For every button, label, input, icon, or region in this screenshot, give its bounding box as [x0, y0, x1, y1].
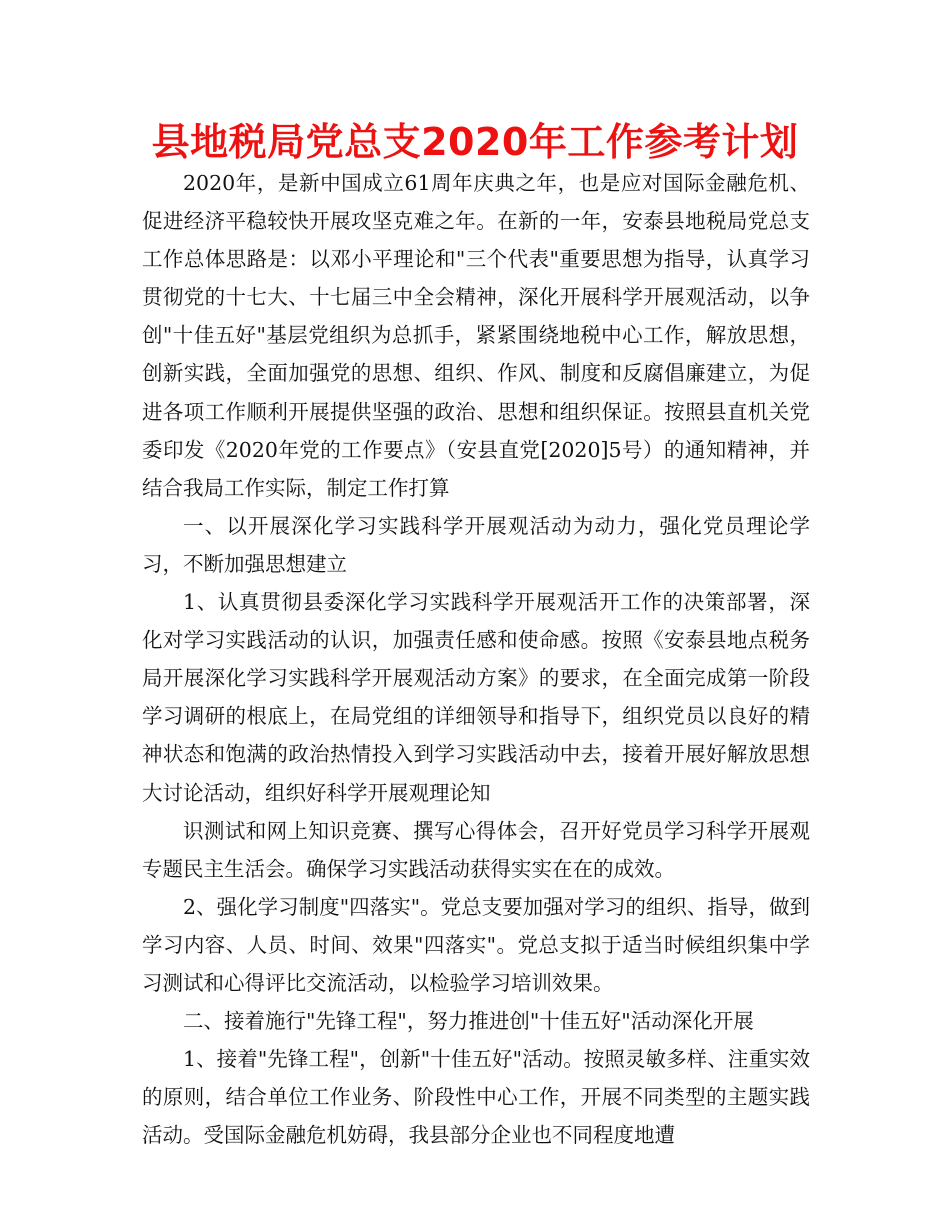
- paragraph-item-2-1: 1、接着"先锋工程"，创新"十佳五好"活动。按照灵敏多样、注重实效的原则，结合单位工作业务、阶段性中心工作，开展不同类型的主题实践活动。受国际金融危机妨碍，我县部分企业也不同程度地遭: [142, 1047, 810, 1148]
- paragraph-item-1-2: 2、强化学习制度"四落实"。党总支要加强对学习的组织、指导，做到学习内容、人员、时间、效果"四落实"。党总支拟于适当时候组织集中学习测试和心得评比交流活动，以检验学习培训效果。: [142, 894, 810, 995]
- paragraph-section-one-heading: 一、以开展深化学习实践科学开展观活动为动力，强化党员理论学习，不断加强思想建立: [142, 513, 810, 576]
- paragraph-intro: 2020年，是新中国成立61周年庆典之年，也是应对国际金融危机、促进经济平稳较快开展攻坚克难之年。在新的一年，安泰县地税局党总支工作总体思路是：以邓小平理论和"三个代表"重要思想为指导，认真学习贯彻党的十七大、十七届三中全会精神，深化开展科学开展观活动，以争创"十佳五好"基层党组织为总抓手，紧紧围绕地税中心工作，解放思想，创新实践，全面加强党的思想、组织、作风、制度和反腐倡廉建立，为促进各项工作顺利开展提供坚强的政治、思想和组织保证。按照县直机关党委印发《2020年党的工作要点》（安县直党[2020]5号）的通知精神，并结合我局工作实际，制定工作打算: [142, 171, 810, 500]
- document-title: 县地税局党总支2020年工作参考计划: [151, 120, 799, 164]
- paragraph-item-1-1-continued: 识测试和网上知识竞赛、撰写心得体会，召开好党员学习科学开展观专题民主生活会。确保学习实践活动获得实实在在的成效。: [142, 818, 810, 881]
- document-body: [142, 164, 810, 1154]
- paragraph-section-two-heading: 二、接着施行"先锋工程"，努力推进创"十佳五好"活动深化开展: [183, 1009, 754, 1034]
- paragraph-item-1-1: 1、认真贯彻县委深化学习实践科学开展观活开工作的决策部署，深化对学习实践活动的认识，加强责任感和使命感。按照《安泰县地点税务局开展深化学习实践科学开展观活动方案》的要求，在全面完成第一阶段学习调研的根底上，在局党组的详细领导和指导下，组织党员以良好的精神状态和饱满的政治热情投入到学习实践活动中去，接着开展好解放思想大讨论活动，组织好科学开展观理论知: [142, 590, 810, 805]
